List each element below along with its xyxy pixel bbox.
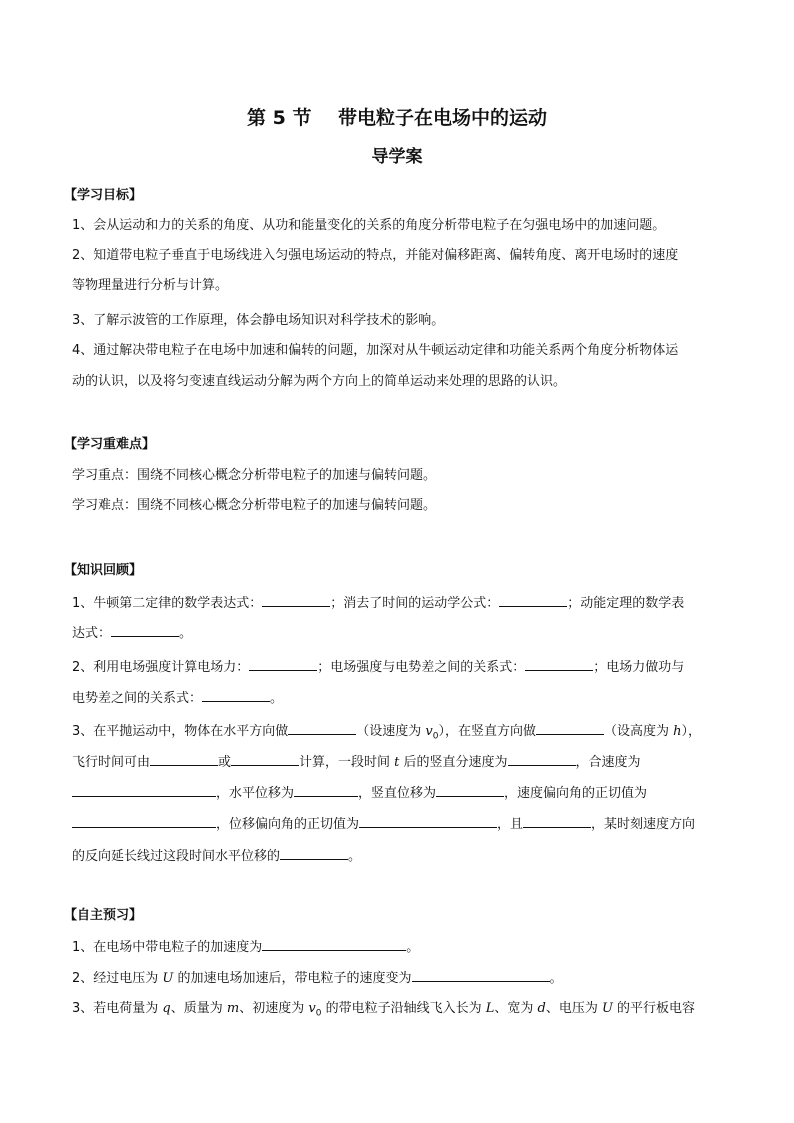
preview-text: 。 [406,940,420,955]
review-q2-line-1 [72,656,684,678]
review-text: 计算，一段时间 [299,755,395,770]
preview-text: 、初速度为 [239,1001,309,1016]
variable-h: h [673,724,682,739]
key-point-focus: 学习重点：围绕不同核心概念分析带电粒子的加速与偏转问题。 [72,468,437,483]
fill-blank[interactable] [523,813,591,828]
variable-v: v [425,724,433,739]
goal-line-2: 2、知道带电粒子垂直于电场线进入匀强电场运动的特点，并能对偏移距离、偏转角度、离开电场时的速度 [72,248,679,263]
fill-blank[interactable] [280,845,348,860]
fill-blank[interactable] [249,656,317,671]
variable-L: L [485,1001,495,1016]
review-text: 后的竖直分速度为 [399,755,508,770]
variable-q: q [162,1001,171,1016]
review-q3-line-4 [72,813,695,835]
review-text: 。 [179,626,193,641]
preview-text: 2、经过电压为 [72,971,163,986]
review-text: 2、利用电场强度计算电场力： [72,660,250,675]
subscript: 0 [432,731,439,742]
review-q2-line-2 [72,687,283,709]
review-text: 或 [218,755,232,770]
page-title: 第 5 节 带电粒子在电场中的运动 [247,107,547,129]
review-text: 飞行时间可由 [72,755,151,770]
fill-blank[interactable] [359,813,497,828]
review-q3-line-3 [72,782,647,804]
review-text: 1、牛顿第二定律的数学表达式： [72,596,263,611]
fill-blank[interactable] [436,782,504,797]
page-subtitle: 导学案 [371,147,423,167]
review-text: 电势差之间的关系式： [72,691,203,706]
variable-m: m [226,1001,240,1016]
review-text: ），在竖直方向做 [438,724,537,739]
fill-blank[interactable] [231,751,299,766]
review-text: （设速度为 [356,724,426,739]
goal-line-3: 3、了解示波管的工作原理，体会静电场知识对科学技术的影响。 [72,313,445,328]
goal-line-4: 4、通过解决带电粒子在电场中加速和偏转的问题，加深对从牛顿运动定律和功能关系两个角度分析物体运 [72,343,679,358]
review-text: ，某时刻速度方向 [591,817,696,832]
review-text: ，位移偏向角的正切值为 [216,817,360,832]
key-point-difficulty: 学习难点：围绕不同核心概念分析带电粒子的加速与偏转问题。 [72,498,437,513]
review-text: ，水平位移为 [216,786,295,801]
preview-text: 、宽为 [494,1001,538,1016]
fill-blank[interactable] [111,622,179,637]
review-text: 。 [270,691,284,706]
fill-blank[interactable] [150,751,218,766]
fill-blank[interactable] [262,592,330,607]
section-heading-review: 【知识回顾】 [64,563,143,578]
review-text: ，速度偏向角的正切值为 [504,786,648,801]
preview-text: 、质量为 [170,1001,227,1016]
preview-text: 1、在电场中带电粒子的加速度为 [72,940,263,955]
review-text: ；电场力做功与 [593,660,685,675]
fill-blank[interactable] [288,720,356,735]
preview-text: 的平行板电容 [612,1001,696,1016]
review-q1-line-1 [72,592,684,614]
fill-blank[interactable] [294,782,358,797]
preview-text: 的加速电场加速后，带电粒子的速度变为 [173,971,412,986]
fill-blank[interactable] [525,656,593,671]
fill-blank[interactable] [536,720,604,735]
review-text: （设高度为 [604,724,674,739]
section-heading-preview: 【自主预习】 [64,908,143,923]
section-heading-key-points: 【学习重难点】 [64,437,156,452]
preview-line-2 [72,967,563,989]
subscript: 0 [315,1008,322,1019]
fill-blank[interactable] [202,687,270,702]
variable-U: U [601,1001,613,1016]
review-text: 3、在平抛运动中，物体在水平方向做 [72,724,289,739]
review-text: ；消去了时间的运动学公式： [330,596,500,611]
fill-blank[interactable] [262,936,406,951]
review-text: ，且 [497,817,524,832]
preview-line-1 [72,936,419,958]
review-text: ；动能定理的数学表 [567,596,685,611]
review-text: 的反向延长线过这段时间水平位移的 [72,849,281,864]
review-text: 。 [348,849,362,864]
preview-text: 。 [549,971,563,986]
review-text: ，竖直位移为 [358,786,437,801]
review-q1-line-2 [72,622,192,644]
review-text: ，合速度为 [575,755,641,770]
variable-d: d [537,1001,546,1016]
fill-blank[interactable] [72,813,216,828]
fill-blank[interactable] [499,592,567,607]
preview-text: 3、若电荷量为 [72,1001,163,1016]
variable-v: v [308,1001,316,1016]
goal-line-2-cont: 等物理量进行分析与计算。 [72,278,229,293]
fill-blank[interactable] [72,782,216,797]
review-q3-line-1 [72,720,701,747]
fill-blank[interactable] [508,751,576,766]
review-q3-line-2 [72,751,641,773]
section-heading-goals: 【学习目标】 [64,188,143,203]
preview-text: 、电压为 [545,1001,602,1016]
goal-line-1: 1、会从运动和力的关系的角度、从功和能量变化的关系的角度分析带电粒子在匀强电场中的加速问题。 [72,218,666,233]
preview-line-3 [72,999,695,1024]
review-text: ；电场强度与电势差之间的关系式： [317,660,526,675]
variable-U: U [162,971,174,986]
preview-text: 的带电粒子沿轴线飞入长为 [321,1001,486,1016]
review-text: ）， [681,724,702,739]
variable-t: t [394,755,400,770]
review-q3-line-5 [72,845,361,867]
review-text: 达式： [72,626,112,641]
fill-blank[interactable] [412,967,550,982]
goal-line-4-cont: 动的认识，以及将匀变速直线运动分解为两个方向上的简单运动来处理的思路的认识。 [72,374,567,389]
